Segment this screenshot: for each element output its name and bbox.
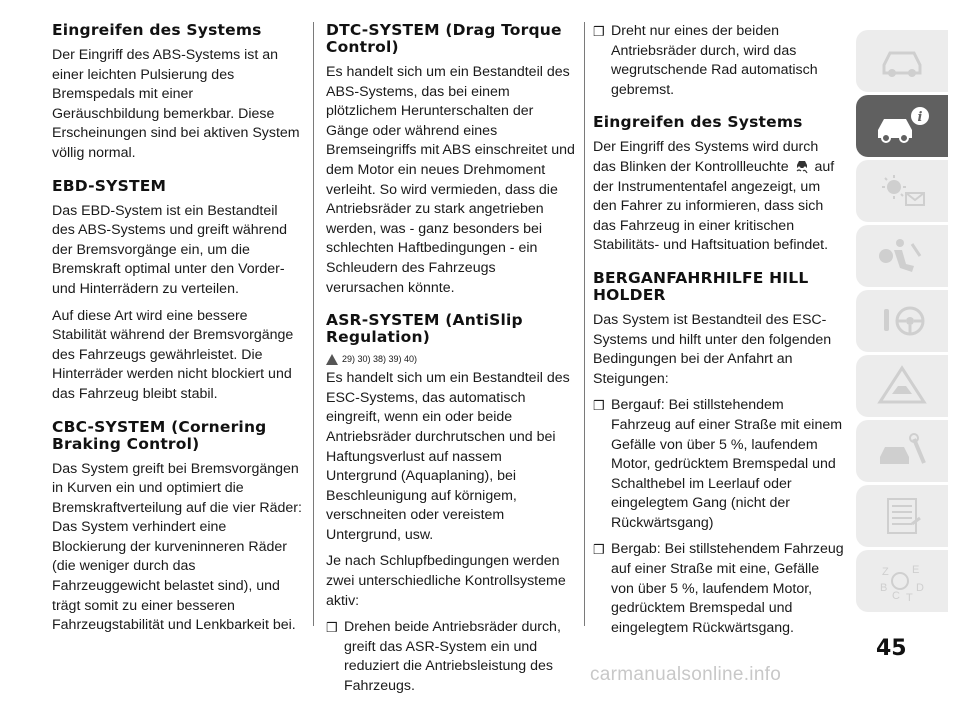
svg-text:i: i <box>917 110 923 125</box>
watermark: carmanualsonline.info <box>590 664 782 685</box>
paragraph-hill-holder: Das System ist Bestandteil des ESC-Systems und hilft unter den folgenden Bedingungen bei der Anfahrt an Steigungen: <box>593 311 832 387</box>
reference-numbers: 29) 30) 38) 39) 40) <box>342 354 418 365</box>
paragraph-asr-2: Je nach Schlupfbedingungen werden zwei unterschiedliche Kontrollsysteme aktiv: <box>326 553 566 609</box>
chapter-tabs <box>856 30 948 615</box>
tab-dashboard-lights[interactable] <box>856 160 948 222</box>
svg-text:E: E <box>912 564 920 576</box>
column-2 <box>326 22 576 704</box>
column-divider <box>313 22 314 626</box>
column-divider <box>584 22 585 626</box>
heading-eingreifen: Eingreifen des Systems <box>52 21 262 39</box>
list-item <box>593 540 845 638</box>
steering-wheel-icon <box>872 299 932 343</box>
car-icon <box>872 39 932 83</box>
paragraph-dtc: Es handelt sich um ein Bestandteil des ABS-Systems, das bei einem plötzlichem Herunterschalten der Gänge oder während eines Bremseingriffs mit ABS einschreitet und dem Motor ein neues Drehmoment verleiht. So wird vermieden, dass die Antriebsräder zu stark angetrieben werden, was - ganz besonders bei schlechten Haftbedingungen - ein Schleudern des Fahrzeugs verursachen könnte. <box>326 64 575 296</box>
checklist-icon <box>872 494 932 538</box>
list-item-text: Bergab: Bei stillstehendem Fahrzeug auf einer Straße mit eine, Gefälle von über 5 %, laufendem Motor, gedrücktem Bremspedal und eingelegtem Rückwärtsgang. <box>611 541 844 636</box>
warning-references <box>326 353 576 365</box>
list-item-text: Bergauf: Bei stillstehendem Fahrzeug auf einer Straße mit einem Gefälle von über 5 %, laufendem Motor, gedrücktem Bremspedal und Schalthebel im Leerlauf oder eingelegtem Gang (nicht der Rückwärtsgang) <box>611 397 843 531</box>
wrench-car-icon <box>872 429 932 473</box>
paragraph-text-a: Der Eingriff des Systems wird durch das Blinken der Kontrollleuchte <box>593 139 819 175</box>
checkbox-bullet-icon: ❒ <box>326 620 338 636</box>
svg-text:D: D <box>916 582 924 594</box>
heading-asr-system: ASR-SYSTEM (AntiSlip Regulation) <box>326 311 523 347</box>
tab-driving[interactable] <box>856 290 948 352</box>
airbag-seat-icon <box>872 234 932 278</box>
svg-text:C: C <box>892 590 900 602</box>
list-item-text: Dreht nur eines der beiden Antriebsräder durch, wird das wegrutschende Rad automatisch gebremst. <box>611 23 818 98</box>
paragraph-ebd-2: Auf diese Art wird eine bessere Stabilität während der Bremsvorgänge des Fahrzeugs gewährleistet. Die Hinterräder werden nicht blockiert und das Fahrzeug bleibt stabil. <box>52 307 294 402</box>
paragraph-ebd-1: Das EBD-System ist ein Bestandteil des ABS-Systems und greift während der Bremsvorgänge ein, um die Bremskraft optimal unter den Vorder- und Hinterrädern zu verteilen. <box>52 202 288 297</box>
tab-car-info[interactable] <box>856 95 948 157</box>
checkbox-bullet-icon: ❒ <box>593 542 605 558</box>
tab-car[interactable] <box>856 30 948 92</box>
column-3 <box>593 22 845 645</box>
car-info-icon <box>872 104 932 148</box>
list-item <box>593 22 845 100</box>
page-number: 45 <box>876 636 907 661</box>
tab-safety[interactable] <box>856 225 948 287</box>
svg-text:Z: Z <box>882 566 889 578</box>
heading-cbc-system: CBC-SYSTEM (Cornering Braking Control) <box>52 417 267 453</box>
paragraph-cbc: Das System greift bei Bremsvorgängen in Kurven ein und optimiert die Bremskraftverteilung auf die vier Räder: Das System verhindert eine Blockierung der kurveninneren Räder (die weniger durch das Fahrzeuggewicht belastet sind), und trägt somit zu einer besseren Fahrzeugstabilität und Lenkbarkeit bei. <box>52 460 302 634</box>
heading-dtc-system: DTC-SYSTEM (Drag Torque Control) <box>326 21 562 56</box>
dashboard-lights-icon <box>872 169 932 213</box>
paragraph-asr-1: Es handelt sich um ein Bestandteil des ESC-Systems, das automatisch eingreift, wenn ein oder beide Antriebsräder durchrutschen und bei Haftungsverlust auf nassem Untergrund (Aquaplaning), bei Beschleunigung auf körnigem, verschneiten oder vereistem Untergrund, usw. <box>326 370 570 543</box>
list-item-text: Drehen beide Antriebsräder durch, greift das ASR-System ein und reduziert die Antriebsleistung des Fahrzeugs. <box>344 619 561 695</box>
list-item <box>326 618 576 696</box>
warning-triangle-icon <box>326 354 338 365</box>
svg-text:T: T <box>906 592 913 603</box>
paragraph-abs-intervention: Der Eingriff des ABS-Systems ist an einer leichten Pulsierung des Bremspedals mit einer Geräuschbildung bemerkbar. Diese Erscheinungen sind bei aktiven System völlig normal. <box>52 47 300 161</box>
svg-text:B: B <box>880 582 888 594</box>
paragraph-text-b: auf der Instrumententafel angezeigt, um den Fahrer zu informieren, dass sich das Fahrzeug in einer kritischen Stabilitäts- und Haftsituation befindet. <box>593 158 835 254</box>
heading-hill-holder: BERGANFAHRHILFE HILL HOLDER <box>593 268 809 304</box>
tab-technical-data[interactable] <box>856 485 948 547</box>
checkbox-bullet-icon: ❒ <box>593 398 605 414</box>
warning-road-icon <box>872 364 932 408</box>
tab-emergency[interactable] <box>856 355 948 417</box>
checkbox-bullet-icon: ❒ <box>593 24 605 39</box>
heading-ebd-system: EBD-SYSTEM <box>52 176 167 195</box>
heading-eingreifen-2: Eingreifen des Systems <box>593 113 803 132</box>
list-item <box>593 396 845 533</box>
column-1 <box>52 22 302 643</box>
tab-maintenance[interactable] <box>856 420 948 482</box>
alphabet-index-icon <box>872 559 932 603</box>
tab-index[interactable] <box>856 550 948 612</box>
skid-warning-light-icon <box>794 158 810 174</box>
paragraph-esc-intervention <box>593 138 845 256</box>
